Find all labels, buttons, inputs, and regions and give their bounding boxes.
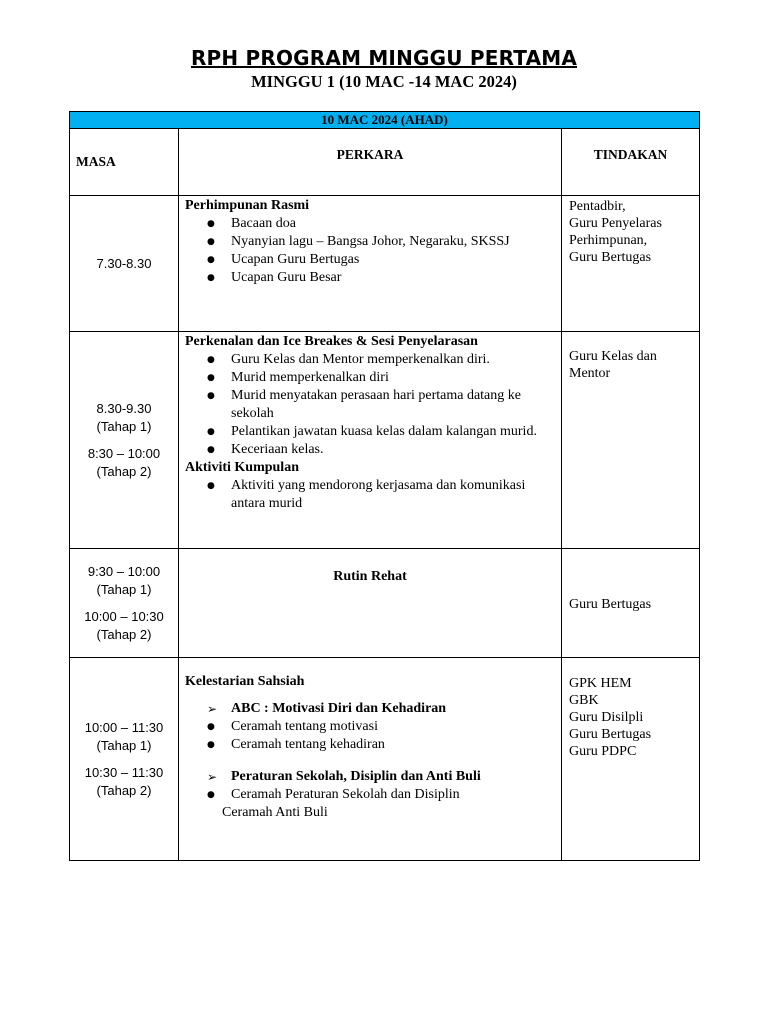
section-heading: Perhimpunan Rasmi xyxy=(185,198,310,213)
list-item: ➢ Peraturan Sekolah, Disiplin dan Anti Buli xyxy=(207,769,481,784)
document-title: RPH PROGRAM MINGGU PERTAMA xyxy=(190,46,578,70)
list-item: ● Ucapan Guru Bertugas xyxy=(207,252,360,267)
masa-tahap: (Tahap 2) xyxy=(96,463,152,479)
bullet-icon: ● xyxy=(207,219,215,229)
masa-cell xyxy=(70,549,179,658)
day-header: 10 MAC 2024 (AHAD) xyxy=(70,112,700,129)
bullet-icon: ● xyxy=(207,255,215,265)
masa-cell xyxy=(70,332,179,549)
masa-time: 8:30 – 10:00 xyxy=(87,445,161,461)
section-heading: Kelestarian Sahsiah xyxy=(185,674,305,689)
masa-time: 10:00 – 10:30 xyxy=(84,608,164,624)
perkara-cell xyxy=(179,658,562,861)
table-row xyxy=(70,196,700,332)
list-item: ● Murid memperkenalkan diri xyxy=(207,370,389,385)
arrow-icon: ➢ xyxy=(207,702,218,716)
tindakan-line: Guru Penyelaras xyxy=(569,216,662,231)
section-heading: Perkenalan dan Ice Breakes & Sesi Penyelarasan xyxy=(185,334,478,349)
masa-cell xyxy=(70,658,179,861)
bullet-icon: ● xyxy=(207,355,215,365)
bullet-icon: ● xyxy=(207,790,215,800)
bullet-icon: ● xyxy=(207,481,215,491)
bullet-list xyxy=(185,786,555,804)
masa-time: 9:30 – 10:00 xyxy=(87,563,161,579)
tindakan-line: Guru Bertugas xyxy=(569,250,652,265)
list-item: ● Pelantikan jawatan kuasa kelas dalam kalangan murid. xyxy=(207,424,537,439)
masa-cell xyxy=(70,196,179,332)
masa-time: 7.30-8.30 xyxy=(96,255,152,271)
arrow-list xyxy=(185,768,555,786)
list-item: ● Ceramah tentang motivasi xyxy=(207,719,378,734)
tindakan-line: Guru Disilpli xyxy=(569,710,644,725)
list-item: ● Murid menyatakan perasaan hari pertama datang ke sekolah xyxy=(207,388,521,421)
tindakan-line: Mentor xyxy=(569,366,611,381)
perkara-cell xyxy=(179,332,562,549)
section-heading: Aktiviti Kumpulan xyxy=(185,460,299,475)
document-subtitle: MINGGU 1 (10 MAC -14 MAC 2024) xyxy=(251,72,517,91)
bullet-icon: ● xyxy=(207,237,215,247)
header-perkara: PERKARA xyxy=(179,129,562,196)
table-row xyxy=(70,332,700,549)
arrow-list xyxy=(185,700,555,718)
list-item: ● Bacaan doa xyxy=(207,216,296,231)
table-row xyxy=(70,658,700,861)
header-tindakan: TINDAKAN xyxy=(562,129,700,196)
masa-time: 10:30 – 11:30 xyxy=(84,764,164,780)
masa-time: 10:00 – 11:30 xyxy=(84,719,164,735)
list-item: ● Ceramah Peraturan Sekolah dan Disiplin xyxy=(207,787,460,802)
bullet-list xyxy=(185,477,555,513)
tindakan-cell xyxy=(562,196,700,332)
header-masa: MASA xyxy=(70,129,179,196)
tindakan-line: Pentadbir, xyxy=(569,199,626,214)
tindakan-line: Perhimpunan, xyxy=(569,233,648,248)
bullet-icon: ● xyxy=(207,391,215,401)
bullet-icon: ● xyxy=(207,273,215,283)
bullet-icon: ● xyxy=(207,722,215,732)
masa-tahap: (Tahap 1) xyxy=(96,737,152,753)
bullet-list xyxy=(185,718,555,754)
bullet-icon: ● xyxy=(207,445,215,455)
list-item: ➢ ABC : Motivasi Diri dan Kehadiran xyxy=(207,701,447,716)
perkara-cell xyxy=(179,196,562,332)
tindakan-line: Guru Kelas dan xyxy=(569,349,657,364)
list-item: ● Ucapan Guru Besar xyxy=(207,270,342,285)
schedule-table xyxy=(69,111,700,861)
masa-tahap: (Tahap 2) xyxy=(96,782,152,798)
list-item: ● Guru Kelas dan Mentor memperkenalkan diri. xyxy=(207,352,490,367)
list-item: ● Ceramah tentang kehadiran xyxy=(207,737,385,752)
list-item: ● Keceriaan kelas. xyxy=(207,442,324,457)
rutin-rehat-title: Rutin Rehat xyxy=(333,569,407,584)
list-item: ● Aktiviti yang mendorong kerjasama dan komunikasi antara murid xyxy=(207,478,526,511)
list-item: Ceramah Anti Buli xyxy=(222,805,328,820)
tindakan-line: Guru PDPC xyxy=(569,744,637,759)
bullet-list xyxy=(185,351,555,459)
tindakan-line: Guru Bertugas xyxy=(569,596,652,612)
masa-tahap: (Tahap 2) xyxy=(96,626,152,642)
arrow-icon: ➢ xyxy=(207,770,218,784)
tindakan-line: Guru Bertugas xyxy=(569,727,652,742)
tindakan-cell xyxy=(562,549,700,658)
bullet-icon: ● xyxy=(207,427,215,437)
masa-time: 8.30-9.30 xyxy=(96,400,152,416)
tindakan-line: GPK HEM xyxy=(569,676,632,691)
bullet-list xyxy=(185,215,555,287)
table-row xyxy=(70,549,700,658)
perkara-cell xyxy=(179,549,562,658)
masa-tahap: (Tahap 1) xyxy=(96,418,152,434)
tindakan-cell xyxy=(562,658,700,861)
list-item: ● Nyanyian lagu – Bangsa Johor, Negaraku, SKSSJ xyxy=(207,234,510,249)
masa-tahap: (Tahap 1) xyxy=(96,581,152,597)
bullet-icon: ● xyxy=(207,373,215,383)
tindakan-line: GBK xyxy=(569,693,599,708)
tindakan-cell xyxy=(562,332,700,549)
bullet-icon: ● xyxy=(207,740,215,750)
